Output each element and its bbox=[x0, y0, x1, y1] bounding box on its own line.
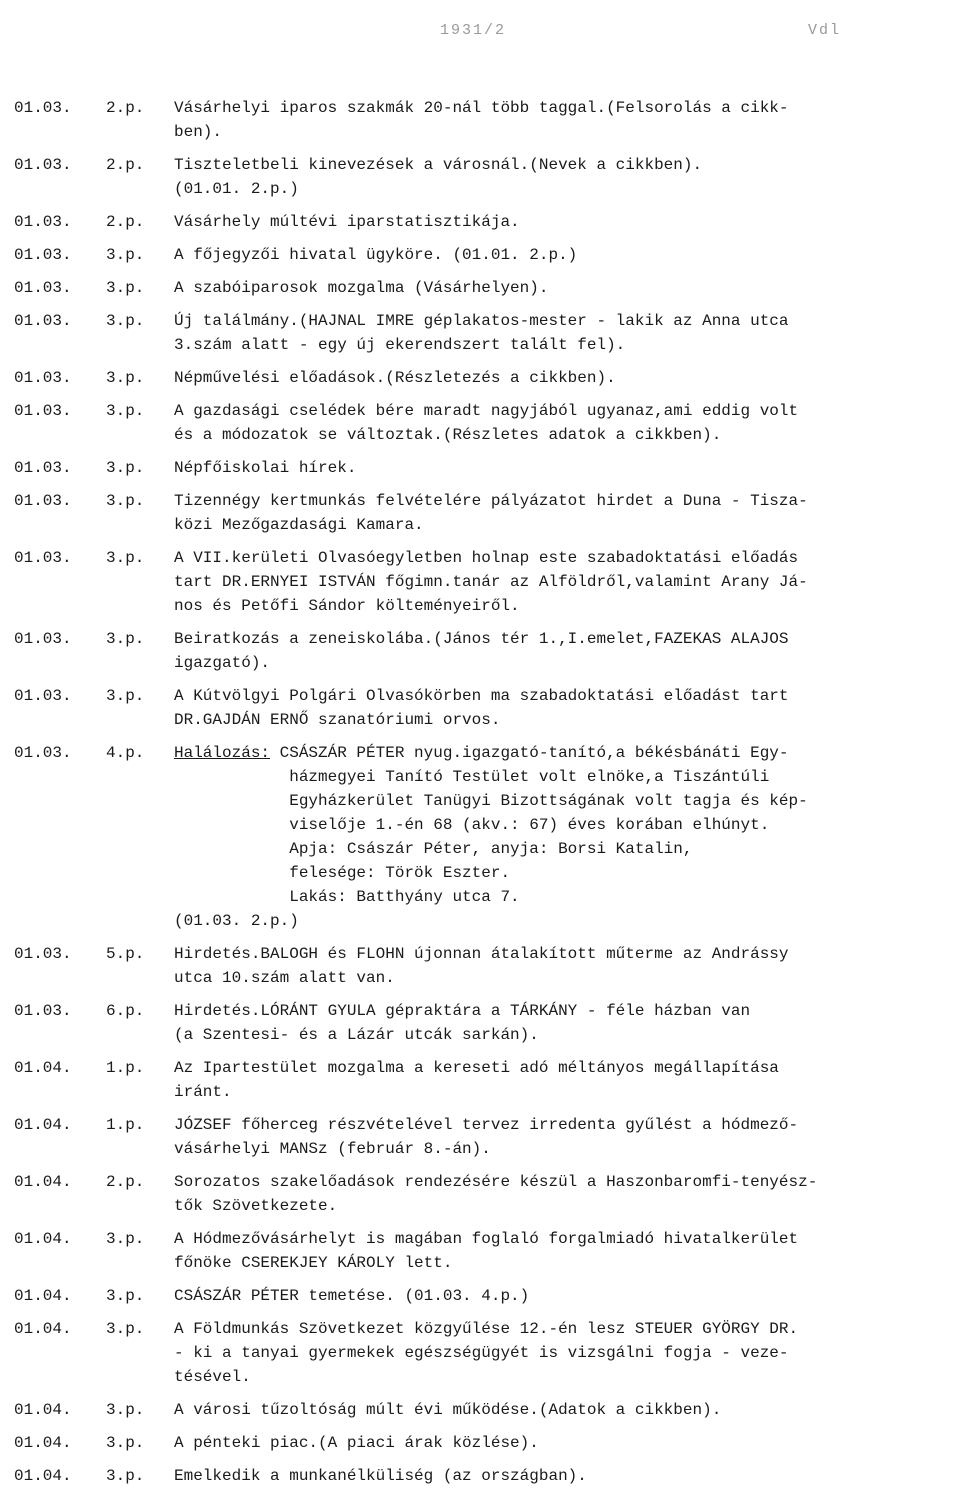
header-right: Vdl bbox=[808, 22, 842, 39]
entry-date: 01.04. bbox=[14, 1116, 72, 1134]
entry-line: nos és Petőfi Sándor költeményeiről. bbox=[174, 597, 520, 615]
list-item bbox=[14, 741, 944, 933]
entry-line: Emelkedik a munkanélküliség (az országban). bbox=[174, 1467, 587, 1485]
entry-text bbox=[174, 309, 934, 357]
entry-page: 2.p. bbox=[106, 156, 145, 174]
entry-line: tők Szövetkezete. bbox=[174, 1197, 338, 1215]
entry-line: A Kútvölgyi Polgári Olvasókörben ma szabadoktatási előadást tart bbox=[174, 687, 789, 705]
entry-text bbox=[174, 1431, 934, 1455]
entry-date: 01.04. bbox=[14, 1467, 72, 1485]
entry-page: 3.p. bbox=[106, 1230, 145, 1248]
entry-line: ben). bbox=[174, 123, 223, 141]
entry-line: A gazdasági cselédek bére maradt nagyjából ugyanaz,ami eddig volt bbox=[174, 402, 799, 420]
entry-text bbox=[174, 276, 934, 300]
entry-text bbox=[174, 399, 934, 447]
entry-line: Tiszteletbeli kinevezések a városnál.(Nevek a cikkben). bbox=[174, 156, 703, 174]
entry-line: Vásárhelyi iparos szakmák 20-nál több taggal.(Felsorolás a cikk- bbox=[174, 99, 789, 117]
entry-line: Népművelési előadások.(Részletezés a cikkben). bbox=[174, 369, 616, 387]
entry-date: 01.03. bbox=[14, 312, 72, 330]
entry-page: 3.p. bbox=[106, 312, 145, 330]
entry-date: 01.03. bbox=[14, 1002, 72, 1020]
entry-line: A főjegyzői hivatal ügyköre. (01.01. 2.p.) bbox=[174, 246, 578, 264]
entry-line: 3.szám alatt - egy új ekerendszert talált fel). bbox=[174, 336, 626, 354]
entry-text bbox=[174, 243, 934, 267]
entry-line: Sorozatos szakelőadások rendezésére készül a Haszonbaromfi-tenyész- bbox=[174, 1173, 818, 1191]
entry-text bbox=[174, 1464, 934, 1488]
entry-date: 01.04. bbox=[14, 1434, 72, 1452]
entry-line: főnöke CSEREKJEY KÁROLY lett. bbox=[174, 1254, 453, 1272]
entry-page: 3.p. bbox=[106, 459, 145, 477]
list-item bbox=[14, 1317, 944, 1389]
entry-text bbox=[174, 1170, 934, 1218]
list-item bbox=[14, 627, 944, 675]
list-item bbox=[14, 1056, 944, 1104]
entry-text bbox=[174, 546, 934, 618]
entry-page: 3.p. bbox=[106, 492, 145, 510]
entry-page: 3.p. bbox=[106, 1434, 145, 1452]
entry-date: 01.03. bbox=[14, 492, 72, 510]
list-item bbox=[14, 1113, 944, 1161]
entry-line: (a Szentesi- és a Lázár utcák sarkán). bbox=[174, 1026, 539, 1044]
list-item bbox=[14, 309, 944, 357]
entry-line: Vásárhely múltévi iparstatisztikája. bbox=[174, 213, 520, 231]
entry-text bbox=[174, 741, 934, 933]
entry-date: 01.04. bbox=[14, 1173, 72, 1191]
entry-line: Tizennégy kertmunkás felvételére pályázatot hirdet a Duna - Tisza- bbox=[174, 492, 808, 510]
list-item bbox=[14, 1170, 944, 1218]
list-item bbox=[14, 1398, 944, 1422]
entry-date: 01.03. bbox=[14, 402, 72, 420]
entry-line: Egyházkerület Tanügyi Bizottságának volt tagja és kép- bbox=[174, 792, 808, 810]
entry-date: 01.03. bbox=[14, 246, 72, 264]
entry-line: iránt. bbox=[174, 1083, 232, 1101]
entry-page: 3.p. bbox=[106, 279, 145, 297]
list-item bbox=[14, 366, 944, 390]
entry-line: Új találmány.(HAJNAL IMRE géplakatos-mester - lakik az Anna utca bbox=[174, 312, 789, 330]
entry-line: tésével. bbox=[174, 1368, 251, 1386]
entry-date: 01.03. bbox=[14, 630, 72, 648]
entry-label: Halálozás: bbox=[174, 744, 271, 762]
entry-line: Népfőiskolai hírek. bbox=[174, 459, 357, 477]
list-item bbox=[14, 210, 944, 234]
entry-line: A Földmunkás Szövetkezet közgyűlése 12.-én lesz STEUER GYÖRGY DR. bbox=[174, 1320, 799, 1338]
entry-text bbox=[174, 1113, 934, 1161]
entry-date: 01.03. bbox=[14, 549, 72, 567]
entry-page: 3.p. bbox=[106, 1467, 145, 1485]
entry-page: 3.p. bbox=[106, 1320, 145, 1338]
entry-date: 01.03. bbox=[14, 744, 72, 762]
list-item bbox=[14, 684, 944, 732]
list-item bbox=[14, 153, 944, 201]
entry-line: Hirdetés.BALOGH és FLOHN újonnan átalakított műterme az Andrássy bbox=[174, 945, 789, 963]
list-item bbox=[14, 1431, 944, 1455]
entry-page: 3.p. bbox=[106, 1287, 145, 1305]
entry-line: Halálozás: CSÁSZÁR PÉTER nyug.igazgató-tanító,a békésbánáti Egy- bbox=[174, 744, 789, 762]
entry-text bbox=[174, 684, 934, 732]
entry-page: 3.p. bbox=[106, 402, 145, 420]
entry-line: Hirdetés.LÓRÁNT GYULA gépraktára a TÁRKÁNY - féle házban van bbox=[174, 1002, 751, 1020]
entry-page: 3.p. bbox=[106, 1401, 145, 1419]
entry-text bbox=[174, 366, 934, 390]
entry-line: házmegyei Tanító Testület volt elnöke,a Tiszántúli bbox=[174, 768, 770, 786]
entry-text bbox=[174, 489, 934, 537]
entry-text bbox=[174, 210, 934, 234]
entry-page: 2.p. bbox=[106, 1173, 145, 1191]
entry-line: A pénteki piac.(A piaci árak közlése). bbox=[174, 1434, 539, 1452]
list-item bbox=[14, 243, 944, 267]
entry-line: közi Mezőgazdasági Kamara. bbox=[174, 516, 424, 534]
entry-date: 01.03. bbox=[14, 369, 72, 387]
list-item bbox=[14, 1284, 944, 1308]
entry-text bbox=[174, 942, 934, 990]
entry-line: Beiratkozás a zeneiskolába.(János tér 1.,I.emelet,FAZEKAS ALAJOS bbox=[174, 630, 789, 648]
entry-date: 01.03. bbox=[14, 99, 72, 117]
list-item bbox=[14, 546, 944, 618]
entry-line: CSÁSZÁR PÉTER temetése. (01.03. 4.p.) bbox=[174, 1287, 530, 1305]
list-item bbox=[14, 942, 944, 990]
entry-page: 2.p. bbox=[106, 99, 145, 117]
entry-line: Lakás: Batthyány utca 7. bbox=[174, 888, 520, 906]
entry-date: 01.04. bbox=[14, 1059, 72, 1077]
entry-page: 1.p. bbox=[106, 1116, 145, 1134]
entry-page: 3.p. bbox=[106, 549, 145, 567]
entry-page: 3.p. bbox=[106, 687, 145, 705]
list-item bbox=[14, 489, 944, 537]
entry-line: (01.01. 2.p.) bbox=[174, 180, 299, 198]
entry-line: felesége: Török Eszter. bbox=[174, 864, 511, 882]
entry-page: 5.p. bbox=[106, 945, 145, 963]
entry-text bbox=[174, 1227, 934, 1275]
entry-text bbox=[174, 999, 934, 1047]
entry-line: DR.GAJDÁN ERNŐ szanatóriumi orvos. bbox=[174, 711, 501, 729]
entry-line: Apja: Császár Péter, anyja: Borsi Katalin, bbox=[174, 840, 693, 858]
entry-line: és a módozatok se változtak.(Részletes adatok a cikkben). bbox=[174, 426, 722, 444]
list-item bbox=[14, 456, 944, 480]
entry-text bbox=[174, 1317, 934, 1389]
entry-text bbox=[174, 1398, 934, 1422]
list-item bbox=[14, 999, 944, 1047]
entry-text bbox=[174, 627, 934, 675]
entry-line: JÓZSEF főherceg részvételével tervez irredenta gyűlést a hódmező- bbox=[174, 1116, 799, 1134]
list-item bbox=[14, 96, 944, 144]
entry-date: 01.04. bbox=[14, 1287, 72, 1305]
entry-text bbox=[174, 1056, 934, 1104]
entry-date: 01.03. bbox=[14, 945, 72, 963]
list-item bbox=[14, 399, 944, 447]
entry-line: igazgató). bbox=[174, 654, 271, 672]
entry-date: 01.04. bbox=[14, 1401, 72, 1419]
page-header bbox=[0, 22, 960, 46]
entry-line: A városi tűzoltóság múlt évi működése.(Adatok a cikkben). bbox=[174, 1401, 722, 1419]
entry-line: tart DR.ERNYEI ISTVÁN főgimn.tanár az Alföldről,valamint Arany Já- bbox=[174, 573, 808, 591]
entry-date: 01.03. bbox=[14, 687, 72, 705]
entry-date: 01.03. bbox=[14, 279, 72, 297]
entry-line: A Hódmezővásárhelyt is magában foglaló forgalmiadó hivatalkerület bbox=[174, 1230, 799, 1248]
entry-page: 6.p. bbox=[106, 1002, 145, 1020]
list-item bbox=[14, 1227, 944, 1275]
entry-date: 01.04. bbox=[14, 1230, 72, 1248]
entry-text bbox=[174, 456, 934, 480]
entry-line: A VII.kerületi Olvasóegyletben holnap este szabadoktatási előadás bbox=[174, 549, 799, 567]
entry-page: 1.p. bbox=[106, 1059, 145, 1077]
entry-line: utca 10.szám alatt van. bbox=[174, 969, 395, 987]
entry-date: 01.03. bbox=[14, 459, 72, 477]
entry-list bbox=[14, 96, 944, 1497]
entry-date: 01.03. bbox=[14, 213, 72, 231]
entry-line: - ki a tanyai gyermekek egészségügyét is vizsgálni fogja - veze- bbox=[174, 1344, 789, 1362]
entry-page: 3.p. bbox=[106, 630, 145, 648]
header-left: 1931/2 bbox=[440, 22, 507, 39]
entry-line: (01.03. 2.p.) bbox=[174, 912, 299, 930]
entry-page: 4.p. bbox=[106, 744, 145, 762]
entry-text bbox=[174, 153, 934, 201]
entry-line: viselője 1.-én 68 (akv.: 67) éves korában elhúnyt. bbox=[174, 816, 770, 834]
entry-date: 01.04. bbox=[14, 1320, 72, 1338]
entry-line: vásárhelyi MANSz (február 8.-án). bbox=[174, 1140, 491, 1158]
entry-text bbox=[174, 96, 934, 144]
list-item bbox=[14, 1464, 944, 1488]
entry-text bbox=[174, 1284, 934, 1308]
entry-date: 01.03. bbox=[14, 156, 72, 174]
entry-line: Az Ipartestület mozgalma a kereseti adó méltányos megállapítása bbox=[174, 1059, 779, 1077]
entry-page: 2.p. bbox=[106, 213, 145, 231]
list-item bbox=[14, 276, 944, 300]
entry-page: 3.p. bbox=[106, 246, 145, 264]
entry-line: A szabóiparosok mozgalma (Vásárhelyen). bbox=[174, 279, 549, 297]
entry-page: 3.p. bbox=[106, 369, 145, 387]
